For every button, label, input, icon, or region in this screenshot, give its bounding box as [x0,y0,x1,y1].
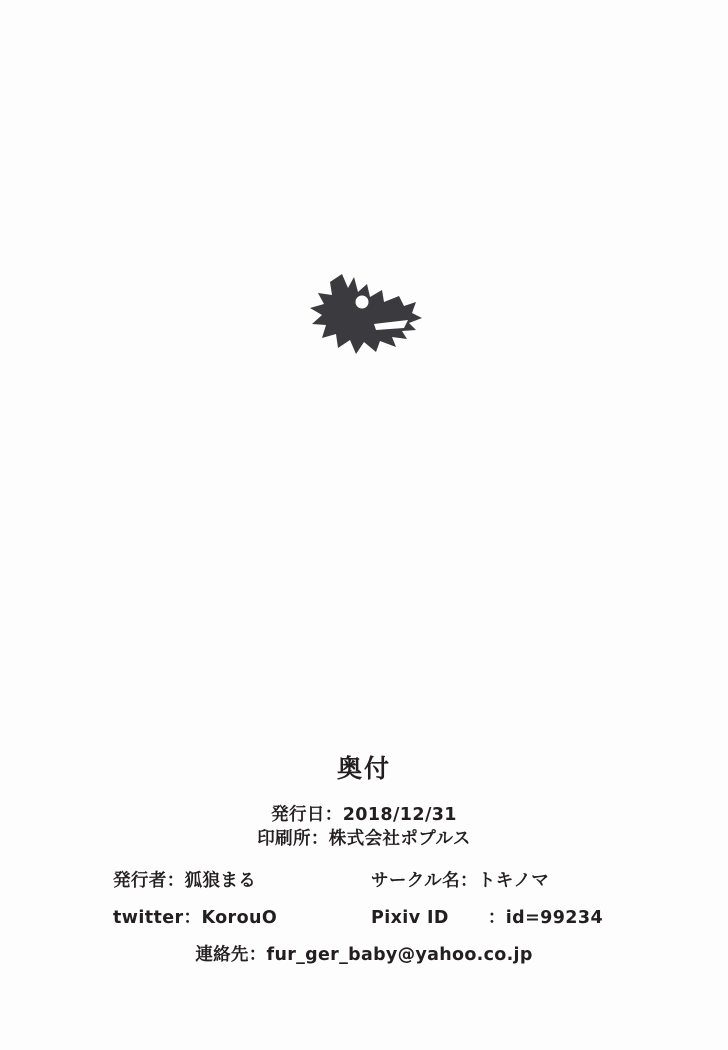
circle-label: サークル名：トキノマ [371,871,550,891]
colophon-title: 奥付 [336,754,391,783]
spacer [0,892,728,904]
contact-line: 連絡先：fur_ger_baby@yahoo.co.jp [195,945,533,965]
twitter-pixiv-row [0,904,728,929]
publish-date-line: 発行日：2018/12/31 [271,805,457,825]
pixiv-label: Pixiv ID [371,908,449,928]
pixiv-cell [363,904,621,929]
printer-line: 印刷所：株式会社ポプルス [257,829,471,849]
pixiv-value: ：id=99234 [487,908,604,928]
publisher-label: 発行者：狐狼まる [113,871,257,891]
spacer [0,851,728,867]
colophon-block [0,749,728,966]
publisher-circle-row [0,867,728,892]
spacer [0,929,728,941]
wolf-head-logo [304,268,424,378]
twitter-label: twitter：KorouO [113,908,278,928]
logo-container [0,268,728,378]
